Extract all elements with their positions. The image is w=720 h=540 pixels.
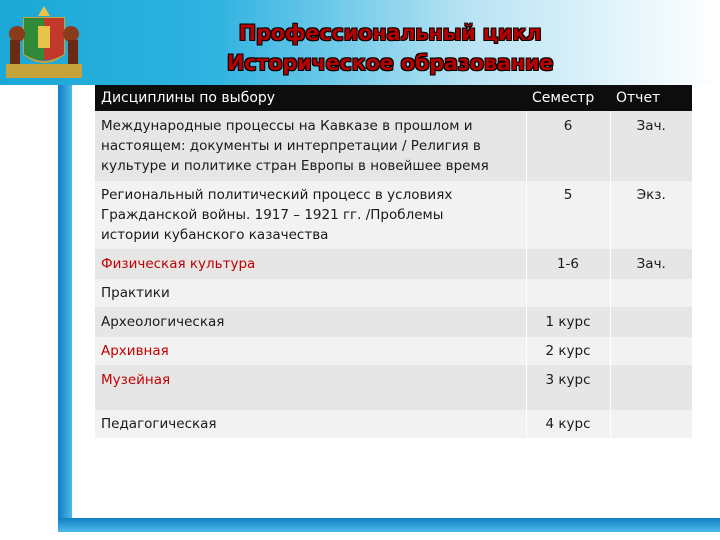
report-cell xyxy=(610,307,692,337)
report-cell xyxy=(610,279,692,307)
semester-cell: 5 xyxy=(526,181,610,249)
semester-cell: 1-6 xyxy=(526,249,610,279)
semester-cell: 2 курс xyxy=(526,337,610,365)
report-cell: Зач. xyxy=(610,111,692,181)
semester-cell xyxy=(526,279,610,307)
discipline-line: истории кубанского казачества xyxy=(101,227,329,243)
discipline-cell xyxy=(95,181,526,249)
report-cell: Зач. xyxy=(610,249,692,279)
discipline-cell: Музейная xyxy=(95,365,526,410)
report-cell xyxy=(610,337,692,365)
discipline-line: Международные процессы на Кавказе в прошлом и xyxy=(101,118,473,134)
report-cell: Экз. xyxy=(610,181,692,249)
disciplines-table xyxy=(95,85,692,438)
table-row xyxy=(95,279,692,307)
table-row xyxy=(95,181,692,249)
header-report: Отчет xyxy=(610,85,692,111)
discipline-cell: Археологическая xyxy=(95,307,526,337)
table-row xyxy=(95,307,692,337)
bottom-accent-bar xyxy=(58,518,720,532)
semester-cell: 3 курс xyxy=(526,365,610,410)
semester-cell: 1 курс xyxy=(526,307,610,337)
title-line-2: Историческое образование xyxy=(226,51,554,75)
discipline-line: культуре и политике стран Европы в новейшее время xyxy=(101,158,489,174)
discipline-cell: Архивная xyxy=(95,337,526,365)
discipline-cell: Физическая культура xyxy=(95,249,526,279)
semester-cell: 4 курс xyxy=(526,410,610,438)
table-row xyxy=(95,249,692,279)
header-disciplines: Дисциплины по выбору xyxy=(95,85,526,111)
discipline-line: настоящем: документы и интерпретации / Религия в xyxy=(101,138,481,154)
title-line-1: Профессиональный цикл xyxy=(238,21,542,45)
report-cell xyxy=(610,365,692,410)
coat-of-arms-icon xyxy=(4,4,84,84)
table-row xyxy=(95,410,692,438)
report-cell xyxy=(610,410,692,438)
slide-title xyxy=(190,18,590,78)
semester-cell: 6 xyxy=(526,111,610,181)
discipline-line: Региональный политический процесс в условиях xyxy=(101,187,453,203)
table-row xyxy=(95,337,692,365)
table-header-row xyxy=(95,85,692,111)
table-row xyxy=(95,365,692,410)
discipline-cell: Педагогическая xyxy=(95,410,526,438)
discipline-line: Гражданской войны. 1917 – 1921 гг. /Проблемы xyxy=(101,207,444,223)
header-semester: Семестр xyxy=(526,85,610,111)
section-label-cell: Практики xyxy=(95,279,526,307)
discipline-cell xyxy=(95,111,526,181)
table-row xyxy=(95,111,692,181)
left-accent-bar xyxy=(58,85,72,525)
